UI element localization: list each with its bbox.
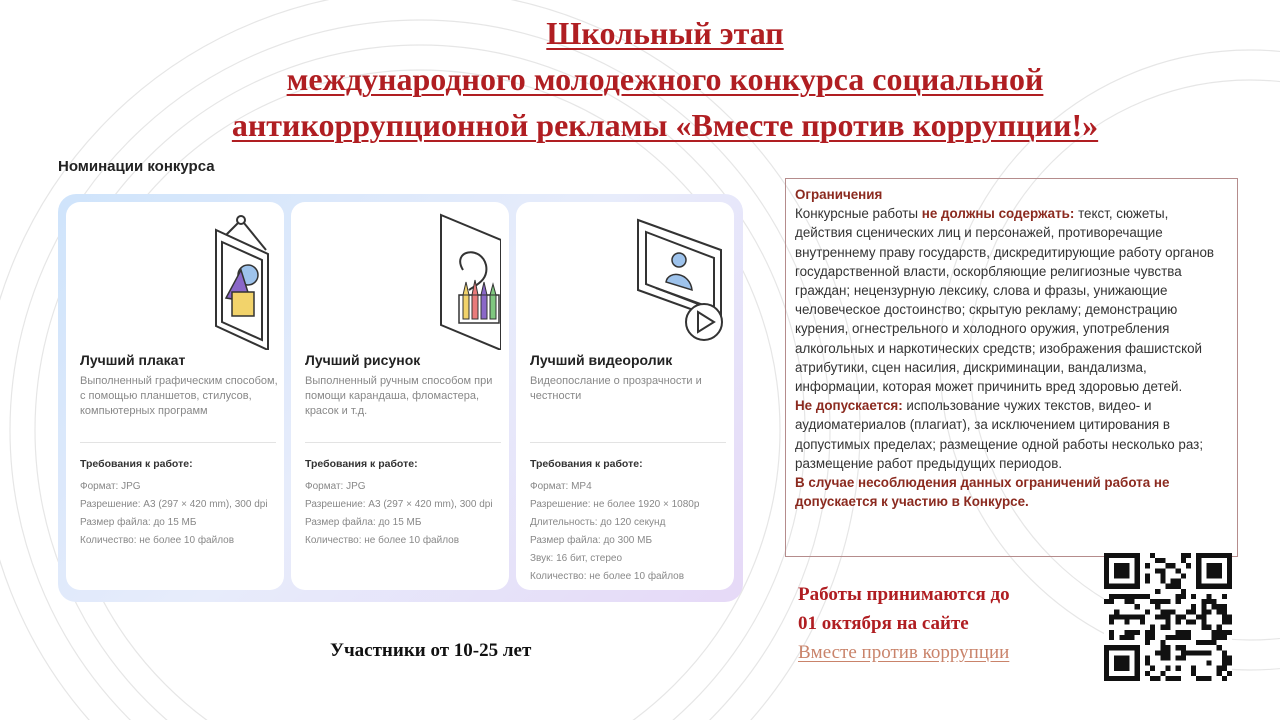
deadline-line-1: Работы принимаются до (798, 584, 1010, 605)
not-allowed-label: Не допускается: (795, 398, 903, 414)
card-divider (80, 442, 276, 443)
card-description: Выполненный графическим способом, с помощью планшетов, стилусов, компьютерных программ (80, 375, 278, 417)
qr-code-icon[interactable] (1104, 553, 1232, 681)
nominations-heading: Номинации конкурса (58, 158, 215, 175)
page-title (40, 10, 1280, 148)
title-line-1: Школьный этап (546, 15, 784, 51)
requirement-item: Длительность: до 120 секунд (530, 517, 666, 528)
restrictions-title: Ограничения (795, 187, 883, 202)
restrictions-must-not: не должны содержать: (921, 206, 1075, 222)
card-description: Видеопослание о прозрачности и честности (530, 375, 702, 402)
requirement-item: Формат: MP4 (530, 481, 592, 492)
deadline-block (798, 580, 1010, 667)
requirement-item: Разрешение: A3 (297 × 420 mm), 300 dpi (80, 499, 268, 510)
requirement-item: Разрешение: не более 1920 × 1080p (530, 499, 700, 510)
nomination-card-drawing (291, 202, 509, 590)
requirements-list (530, 478, 735, 586)
requirements-title: Требования к работе: (305, 458, 418, 470)
requirement-item: Количество: не более 10 файлов (305, 535, 460, 546)
card-title: Лучший плакат (80, 352, 186, 368)
card-title: Лучший видеоролик (530, 352, 673, 368)
restrictions-warning: В случае несоблюдения данных ограничений работа не допускается к участию в Конкурсе. (795, 475, 1170, 510)
title-line-3: антикоррупционной рекламы «Вместе против коррупции!» (231, 107, 1099, 143)
requirement-item: Формат: JPG (305, 481, 366, 492)
not-allowed-list: использование чужих текстов, видео- и аудиоматериалов (плагиат), за исключением цитирования в допустимых пределах; размещение одной работы несколько раз; размещение работ предыдущих периодов. (795, 398, 1204, 471)
not-allowed-text (795, 396, 1228, 473)
requirement-item: Разрешение: A3 (297 × 420 mm), 300 dpi (305, 499, 493, 510)
requirements-title: Требования к работе: (80, 458, 193, 470)
video-icon (576, 210, 726, 350)
requirements-list (305, 478, 510, 550)
nomination-card-video (516, 202, 734, 590)
poster-icon (126, 210, 276, 350)
drawing-icon (351, 210, 501, 350)
requirement-item: Количество: не более 10 файлов (80, 535, 235, 546)
deadline-line-2: 01 октября на сайте (798, 613, 969, 634)
nominations-panel (58, 194, 743, 602)
card-description: Выполненный ручным способом при помощи карандаша, фломастера, красок и т.д. (305, 375, 493, 417)
requirement-item: Звук: 16 бит, стерео (530, 553, 623, 564)
requirement-item: Размер файла: до 15 МБ (305, 517, 422, 528)
requirement-item: Размер файла: до 300 МБ (530, 535, 653, 546)
restrictions-list: текст, сюжеты, действия сценических лиц и персонажей, противоречащие внутреннему праву государств, дискредитирующие работу органов государственной власти, оскорбляющие религиозные чувства граждан; нецензурную лексику, слова и фразы, унижающие человеческое достоинство; скрытую рекламу; демонстрацию курения, огнестрельного и холодного оружия, употребления алкогольных и наркотических средств; изображения фашистской атрибутики, сцен насилия, дискриминации, вандализма, информации, которая может причинить вред здоровью детей. (795, 206, 1215, 395)
requirement-item: Количество: не более 10 файлов (530, 571, 685, 582)
restrictions-text (795, 204, 1228, 396)
restrictions-box (785, 178, 1238, 557)
requirement-item: Формат: JPG (80, 481, 141, 492)
nomination-card-poster (66, 202, 284, 590)
card-divider (305, 442, 501, 443)
card-divider (530, 442, 726, 443)
requirements-list (80, 478, 285, 550)
card-title: Лучший рисунок (305, 352, 421, 368)
requirement-item: Размер файла: до 15 МБ (80, 517, 197, 528)
participants-age: Участники от 10-25 лет (330, 640, 532, 661)
restrictions-intro: Конкурсные работы (795, 206, 922, 222)
title-line-2: международного молодежного конкурса социальной (286, 61, 1044, 97)
requirements-title: Требования к работе: (530, 458, 643, 470)
website-link[interactable]: Вместе против коррупции (798, 642, 1010, 663)
